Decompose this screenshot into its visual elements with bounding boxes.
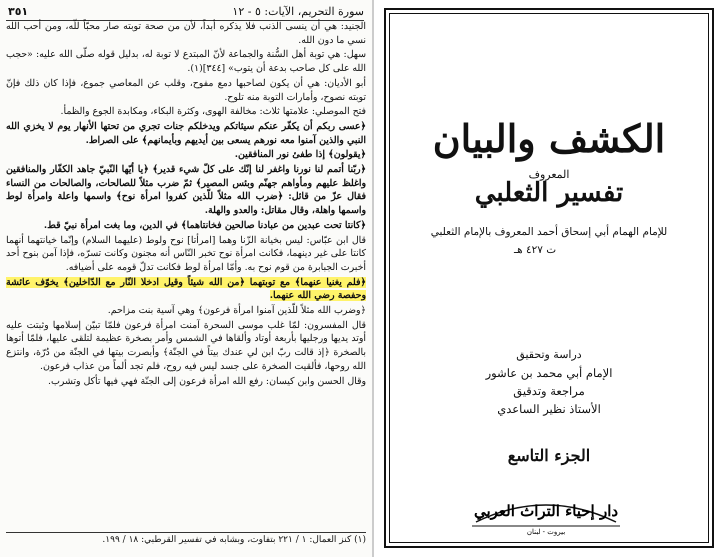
book-title: الكشف والبيان [432,116,666,161]
paragraph [6,77,366,104]
paragraph-text: ﴿كانتا تحت عبدين من عبادنا صالحين فخانتاهما﴾ في الدين، وما بغت امرأة نبيّ قط. [43,219,366,231]
author-title: تفسير الثعلبي [474,178,624,208]
paragraph [6,276,366,303]
paragraph-text: ﴿عسى ربكم أن يكفّر عنكم سيئاتكم ويدخلكم جنات تجري من تحتها الأنهار يوم لا يخزي الله النبي والذين آمنوا معه نورهم يسعى بين أيديهم وبأيمانهم﴾ على الصراط. [6,120,366,146]
paragraph-text: ﴿وضرب الله مثلاً للّذين آمنوا امرأة فرعون﴾ وهي آسية بنت مزاحم. [107,305,366,317]
paragraph [6,234,366,275]
paragraph-text: فتح الموصلي: علامتها ثلاث: مخالفة الهوى، وكثرة البكاء، ومكابدة الجوع والظمأ. [60,106,366,118]
paragraph-text: قال ابن عبّاس: ليس بخيانة الزّنا وهما [امرأتا] نوح ولوط (عليهما السلام) وإنّما خيانتهما أنهما كانتا على غير دينهما، فكانت امرأة نوح تخبر النّاس أنه مجنون وكانت تسرّه، فإذا آمن بنوح أحد أخبرت الجبابرة من قوم نوح به. وأمّا امرأة لوط فكانت تدلّ قومه على أضيافه. [6,234,366,273]
publisher-logo [466,478,626,536]
paragraph [6,48,366,75]
paragraph [6,319,366,374]
known-as-label: المعروف [528,168,570,181]
volume-label: الجزء التاسع [507,446,591,465]
paragraph [6,304,366,318]
paragraph-text: ﴿يقولون﴾ إذا طفئ نور المنافقين. [234,149,366,161]
editor-line: الأستاذ نظير الساعدي [497,402,601,416]
paragraph-text: ﴿ربّنا أتمم لنا نورنا واغفر لنا إنّك على كلّ شيء قدير﴾ ﴿يا أيّها النّبيّ جاهد الكفّار والمنافقين واغلظ عليهم ومأواهم جهنّم وبئس المصير﴾ ثمّ ضرب مثلاً للصالحات، والصالحات من النساء فقال عزّ من قائل: ﴿ضرب الله مثلاً للّذين كفروا امرأة نوح﴾ واسمها واعلة وامرأة لوط واسمها واهلة، وقال مقاتل: والعدو والهلة. [6,164,366,217]
paragraph-text: أبو الأديان: هي أن يكون لصاحبها دمع مفوح، وقلب عن المعاصي جموع، فإذا كان ذلك فإنّ توبته نصوح، وأمارات التوبة منه تلوح. [6,77,366,103]
surah-header: سورة التحريم، الآيات: ٥ - ١٢ [232,5,364,18]
paragraph-text: الجنيد: هي أن ينسى الذنب فلا يذكره أبداً، لأن من صحة توبته صار محبّاً للّه، ومن أحب الله نسي ما دون الله. [6,21,366,46]
highlighted-passage: ﴿فلم يغنيا عنهما﴾ مع توبتهما ﴿من الله شيئاً وقيل ادخلا النّار مع الدّاخلين﴾ يخوّف عائشة وحفصة رضي الله عنهما. [6,276,366,302]
paragraph [6,120,366,147]
paragraph-text: وقال الحسن وابن كيسان: رفع الله امرأة فرعون إلى الجنّة فهي فيها تأكل وتشرب. [48,375,366,387]
paragraph [6,375,366,389]
running-header [6,4,364,21]
paragraph [6,105,366,119]
paragraph [6,20,366,47]
publisher-name: دار إحياء التراث العربي [473,502,619,520]
footnote: (١) كنز العمال: ١ / ٢٢١ بتفاوت، وبشابه في تفسير القرطبي: ١٨ / ١٩٩. [6,532,366,545]
review-label: مراجعة وتدقيق [513,384,585,398]
paragraph-text: قال المفسرون: لمّا غلب موسى السحرة آمنت امرأة فرعون فلمّا تبيّن إسلامها وثبتت عليه أوتد يديها ورجليها بأربعة أوتاد وألقاها في الشمس وأمر بصخرة عظيمة لتلقى عليها، فلمّا أتوها بالصخرة ﴿إذ قالت ربّ ابن لي عندك بيتاً في الجنّة﴾ وأبصرت بيتها في الجنّة من دُرّة، وانتزع الله روحها، فألقيت الصخرة على جسد ليس فيه روح، فلم تجد ألماً من عذاب فرعون. [6,319,366,372]
author-full-name: للإمام الهمام أبي إسحاق أحمد المعروف بالإمام الثعلبي [430,226,668,238]
publisher-city: بيروت - لبنان [526,528,566,536]
page-number: ٣٥١ [8,5,29,18]
paragraph-text: سهل: هي توبة أهل السُّنة والجماعة لأنّ المبتدع لا توبة له، بدليل قوله صلّى الله عليه: «حجب الله على كل صاحب بدعة أن يتوب» [٣٤٤](١). [6,49,366,75]
body-text [6,20,366,528]
paragraph [6,163,366,218]
editor-line: الإمام أبي محمد بن عاشور [485,366,613,380]
paragraph [6,148,366,162]
study-label: دراسة وتحقيق [516,348,582,361]
death-year: ت ٤٢٧ هـ [514,244,557,256]
paragraph [6,219,366,233]
title-page [384,8,714,548]
